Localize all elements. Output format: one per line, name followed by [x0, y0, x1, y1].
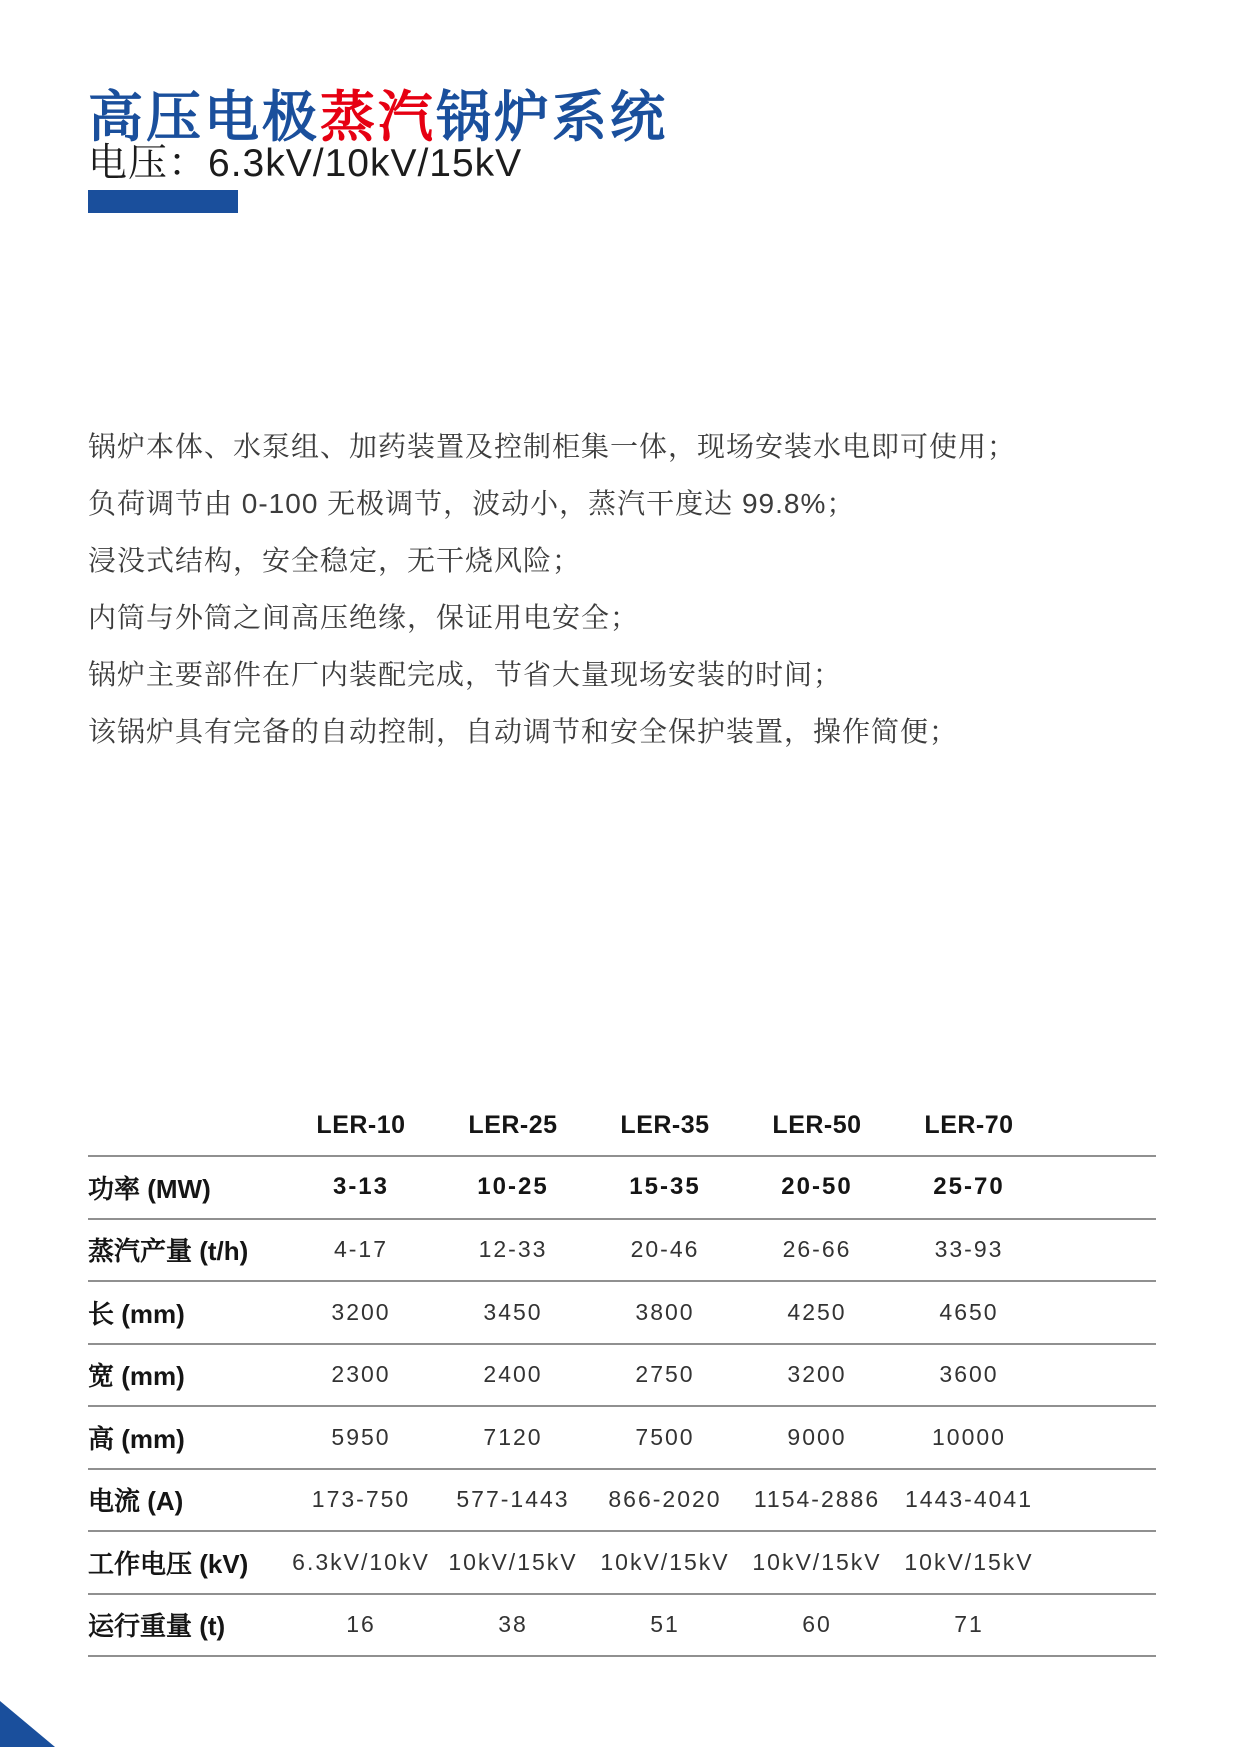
spec-cell: 12-33 — [437, 1219, 589, 1282]
voltage-subtitle: 电压：6.3kV/10kV/15kV — [88, 142, 523, 185]
spec-row-label: 电流 (A) — [88, 1469, 285, 1532]
spec-row-label: 宽 (mm) — [88, 1344, 285, 1407]
spec-cell: 577-1443 — [437, 1469, 589, 1532]
spec-cell: 15-35 — [589, 1156, 741, 1219]
spec-table — [88, 1095, 1156, 1657]
corner-accent — [0, 1701, 55, 1747]
spec-header-filler — [1045, 1095, 1156, 1156]
spec-cell: 10kV/15kV — [893, 1531, 1045, 1594]
spec-cell: 1154-2886 — [741, 1469, 893, 1532]
feature-list — [88, 418, 1016, 760]
spec-col-header: LER-35 — [589, 1095, 741, 1156]
spec-row — [88, 1406, 1156, 1469]
spec-cell: 10-25 — [437, 1156, 589, 1219]
spec-row — [88, 1344, 1156, 1407]
spec-cell: 60 — [741, 1594, 893, 1657]
spec-cell: 38 — [437, 1594, 589, 1657]
spec-col-header: LER-10 — [285, 1095, 437, 1156]
spec-cell: 10kV/15kV — [741, 1531, 893, 1594]
title-segment-blue-right: 锅炉系统 — [436, 85, 669, 148]
spec-row-filler — [1045, 1344, 1156, 1407]
spec-cell: 26-66 — [741, 1219, 893, 1282]
feature-line: 该锅炉具有完备的自动控制，自动调节和安全保护装置，操作简便； — [88, 716, 959, 747]
feature-line: 锅炉主要部件在厂内装配完成，节省大量现场安装的时间； — [88, 659, 843, 690]
spec-cell: 20-46 — [589, 1219, 741, 1282]
spec-row — [88, 1219, 1156, 1282]
spec-col-header: LER-70 — [893, 1095, 1045, 1156]
spec-cell: 33-93 — [893, 1219, 1045, 1282]
spec-col-header: LER-50 — [741, 1095, 893, 1156]
spec-cell: 51 — [589, 1594, 741, 1657]
spec-cell: 3450 — [437, 1281, 589, 1344]
spec-row-label: 运行重量 (t) — [88, 1594, 285, 1657]
spec-cell: 9000 — [741, 1406, 893, 1469]
spec-cell: 71 — [893, 1594, 1045, 1657]
spec-header-empty — [88, 1095, 285, 1156]
spec-cell: 25-70 — [893, 1156, 1045, 1219]
feature-line: 内筒与外筒之间高压绝缘，保证用电安全； — [88, 602, 640, 633]
spec-cell: 2750 — [589, 1344, 741, 1407]
spec-cell: 1443-4041 — [893, 1469, 1045, 1532]
spec-header-row — [88, 1095, 1156, 1156]
spec-cell: 10000 — [893, 1406, 1045, 1469]
spec-row — [88, 1156, 1156, 1219]
spec-row-label: 蒸汽产量 (t/h) — [88, 1219, 285, 1282]
spec-row — [88, 1281, 1156, 1344]
spec-cell: 173-750 — [285, 1469, 437, 1532]
spec-cell: 6.3kV/10kV — [285, 1531, 437, 1594]
spec-row-filler — [1045, 1281, 1156, 1344]
spec-cell: 3-13 — [285, 1156, 437, 1219]
spec-cell: 4250 — [741, 1281, 893, 1344]
spec-row-label: 工作电压 (kV) — [88, 1531, 285, 1594]
spec-col-header: LER-25 — [437, 1095, 589, 1156]
spec-cell: 10kV/15kV — [589, 1531, 741, 1594]
spec-row — [88, 1531, 1156, 1594]
spec-cell: 16 — [285, 1594, 437, 1657]
spec-row-filler — [1045, 1219, 1156, 1282]
spec-cell: 20-50 — [741, 1156, 893, 1219]
feature-line: 负荷调节由 0-100 无极调节，波动小，蒸汽干度达 99.8%； — [88, 488, 856, 519]
spec-cell: 866-2020 — [589, 1469, 741, 1532]
spec-cell: 2400 — [437, 1344, 589, 1407]
spec-row — [88, 1594, 1156, 1657]
spec-row-filler — [1045, 1469, 1156, 1532]
spec-cell: 3800 — [589, 1281, 741, 1344]
spec-row-label: 高 (mm) — [88, 1406, 285, 1469]
title-segment-blue-left: 高压电极 — [88, 85, 321, 148]
spec-row-filler — [1045, 1594, 1156, 1657]
spec-cell: 4650 — [893, 1281, 1045, 1344]
feature-line: 浸没式结构，安全稳定，无干烧风险； — [88, 545, 582, 576]
spec-cell: 4-17 — [285, 1219, 437, 1282]
spec-cell: 7120 — [437, 1406, 589, 1469]
spec-row-label: 长 (mm) — [88, 1281, 285, 1344]
spec-cell: 5950 — [285, 1406, 437, 1469]
spec-cell: 2300 — [285, 1344, 437, 1407]
spec-row — [88, 1469, 1156, 1532]
feature-line: 锅炉本体、水泵组、加药装置及控制柜集一体，现场安装水电即可使用； — [88, 431, 1017, 462]
spec-row-filler — [1045, 1406, 1156, 1469]
spec-cell: 3600 — [893, 1344, 1045, 1407]
spec-cell: 3200 — [285, 1281, 437, 1344]
spec-table-body — [88, 1095, 1156, 1656]
spec-row-filler — [1045, 1156, 1156, 1219]
spec-cell: 10kV/15kV — [437, 1531, 589, 1594]
title-segment-red: 蒸汽 — [320, 85, 437, 148]
accent-bar — [88, 190, 238, 213]
spec-row-filler — [1045, 1531, 1156, 1594]
spec-row-label: 功率 (MW) — [88, 1156, 285, 1219]
spec-cell: 3200 — [741, 1344, 893, 1407]
spec-cell: 7500 — [589, 1406, 741, 1469]
